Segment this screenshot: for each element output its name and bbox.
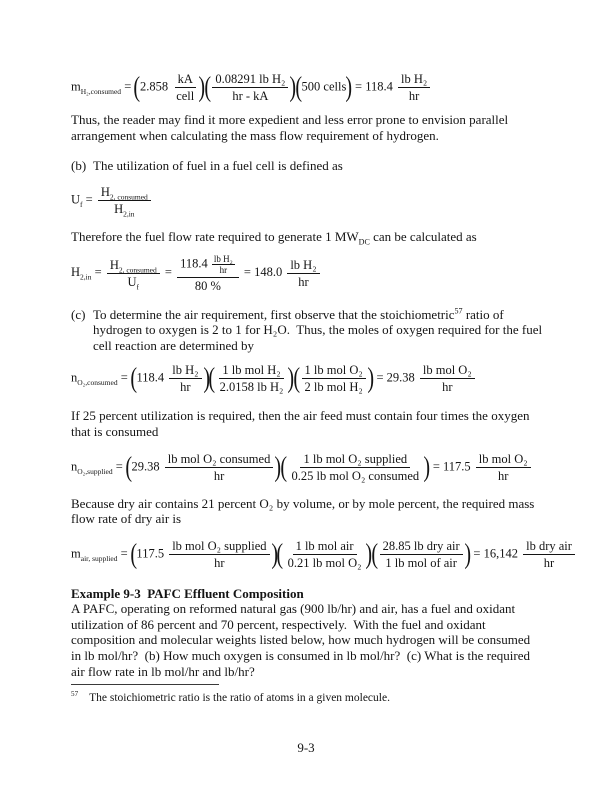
equation-o2-consumed: $n_{O_2,consumed} = (118.4$ $\frac{\text{lb H₂}}{hr}$ )( $\frac{\text{1 lb mol H₂}}{\text{2.0158 lb H₂}}$ )( $\frac{\text{1 lb mol O₂}}{\text{2 lb mol H₂}}$ ) = 29.38 $\frac{\text{lb mol O₂}}{hr}$ bbox=[71, 363, 543, 394]
paragraph-fuel-flow-rate-post: can be calculated as bbox=[369, 228, 477, 244]
list-item-c-label: (c) bbox=[71, 306, 86, 322]
list-item-c-text bbox=[93, 306, 546, 354]
paragraph-fuel-flow-rate bbox=[71, 229, 543, 245]
paragraph-fuel-flow-rate-pre: Therefore the fuel flow rate required to generate 1 MW bbox=[71, 228, 359, 244]
list-item-b-text: The utilization of fuel in a fuel cell is defined as bbox=[93, 158, 343, 174]
equation-o2-supplied: $n_{O_2,supplied} = (29.38$ $\frac{\text{lb mol O₂ consumed}}{hr}$ )( $\frac{\text{1 lb mol O₂ supplied}}{\text{0.25 lb mol O₂ consumed}}$ ) = 117.5 $\frac{\text{lb mol O₂}}{hr}$ bbox=[71, 452, 543, 483]
footnote-text: The stoichiometric ratio is the ratio of atoms in a given molecule. bbox=[89, 692, 390, 704]
list-item-c bbox=[71, 306, 546, 354]
list-item-c-text-pre: To determine the air requirement, first observe that the stoichiometric bbox=[93, 306, 455, 322]
equation-fuel-utilization: $U_f$ = $\frac{H_{2, consumed}}{H_{2,in}}$ bbox=[71, 185, 543, 216]
equation-h2-in: $H_{2,in}$ = $\frac{H_{2, consumed}}{U_f}$ = 118.4 $\frac{\text{lb H₂}}{hr}$ 80 % = 148.0 $\frac{\text{lb H₂}}{hr}$ bbox=[71, 254, 543, 292]
footnote-section bbox=[71, 684, 543, 706]
paragraph-parallel-arrangement: Thus, the reader may find it more expedient and less error prone to envision parallel arrangement when calculating the mass flow requirement of hydrogen. bbox=[71, 112, 512, 143]
list-item-b-label: (b) bbox=[71, 158, 87, 174]
example-paragraph: A PAFC, operating on reformed natural gas (900 lb/hr) and air, has a fuel and oxidant utilization of 86 percent and 70 percent, respectively. With the fuel and oxidant composition and molecular weights listed below, how much hydrogen will be consumed in lb mol/hr? (b) How much oxygen is consumed in lb mol/hr? (c) What is the required air flow rate in lb mol/hr and lb/hr? bbox=[71, 601, 534, 679]
list-item-b bbox=[71, 158, 543, 174]
equation-mass-h2-consumed: $m_{H_2,consumed} = (2.858$ $\frac{kA}{\text{cell}}$ )( $\frac{\text{0.08291 lb H₂}}{hr - kA}$ )(500 cells) = 118.4 $\frac{\text{lb H₂}}{hr}$ bbox=[71, 72, 543, 103]
example-heading: Example 9-3 PAFC Effluent Composition bbox=[71, 585, 304, 601]
paragraph-dry-air: Because dry air contains 21 percent O₂ by volume, or by mole percent, the required mass flow rate of dry air is bbox=[71, 495, 538, 527]
page-content bbox=[71, 0, 572, 679]
mw-dc-subscript: DC bbox=[358, 237, 370, 247]
footnote-reference-57: 57 bbox=[454, 306, 463, 316]
equation-air-supplied: $m_{air, supplied} = (117.5$ $\frac{\text{lb mol O₂ supplied}}{hr}$ )( $\frac{\text{1 lb mol air}}{\text{0.21 lb mol O₂}}$ )( $\frac{\text{28.85 lb dry air}}{\text{1 lb mol of air}}$ ) = 16,142 $\frac{\text{lb dry air}}{hr}$ bbox=[71, 539, 543, 570]
footnote-marker: 57 bbox=[71, 690, 79, 699]
page-number: 9-3 bbox=[297, 740, 315, 755]
list-item-c-text-post: ratio of hydrogen to oxygen is 2 to 1 for H₂O. Thus, the moles of oxygen required for the fuel cell reaction are determined by bbox=[93, 306, 546, 353]
paragraph-25-percent-utilization: If 25 percent utilization is required, then the air feed must contain four times the oxygen that is consumed bbox=[71, 408, 533, 439]
footnote-rule bbox=[71, 684, 219, 685]
footnote bbox=[71, 692, 543, 706]
